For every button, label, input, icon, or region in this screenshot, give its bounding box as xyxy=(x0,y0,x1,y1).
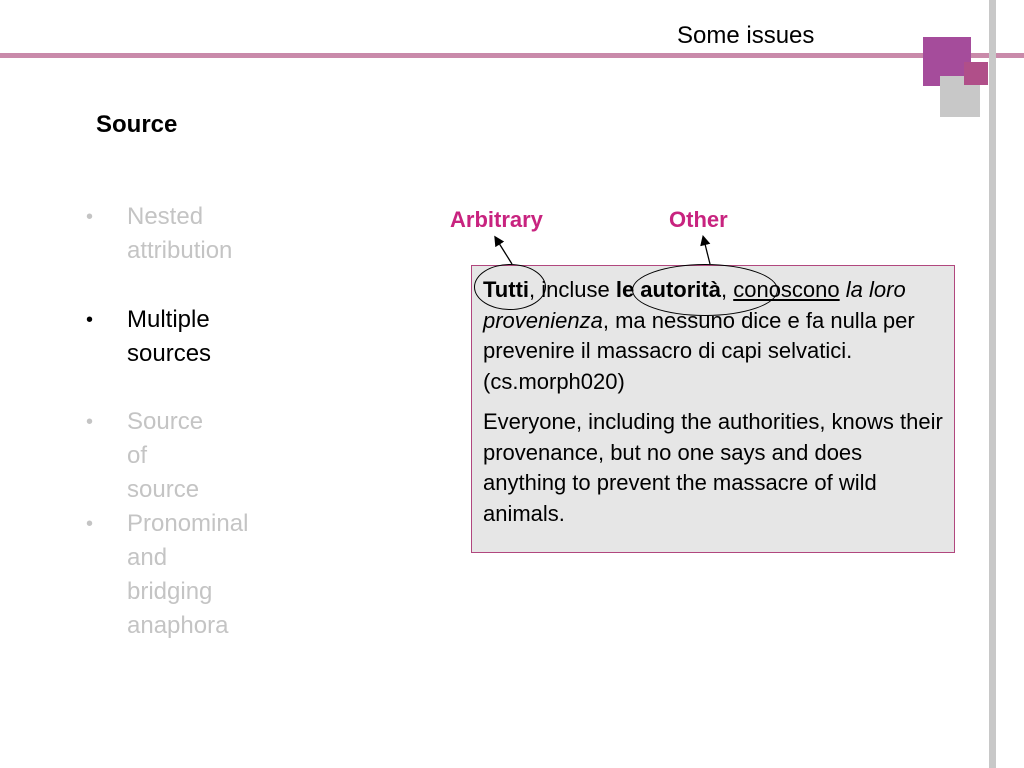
bullet-marker: • xyxy=(86,411,94,433)
arrow-arbitrary xyxy=(497,240,512,264)
label-arbitrary: Arbitrary xyxy=(450,207,543,232)
english-translation: Everyone, including the authorities, knows their provenance, but no one says and does anything to prevent the massacre of wild animals. xyxy=(483,409,943,526)
bullet-text: Source of source xyxy=(127,408,204,503)
circle-tutti xyxy=(474,264,546,310)
bullet-text: Multiple sources xyxy=(127,306,212,367)
bullet-text: Nested attribution xyxy=(127,203,233,264)
bullet-marker: • xyxy=(86,513,94,535)
slide-header: Some issues xyxy=(677,22,815,49)
word-conoscono: conoscono xyxy=(733,277,840,302)
word-tutti: Tutti xyxy=(483,277,530,302)
section-title: Source xyxy=(96,111,178,138)
label-other: Other xyxy=(669,207,728,232)
circle-le-autorita xyxy=(632,264,778,316)
phrase-la-loro-provenienza: la loro provenienza xyxy=(483,277,906,333)
arrow-other xyxy=(704,240,710,264)
bullet-marker: • xyxy=(86,309,94,331)
decor-square-magenta xyxy=(964,62,988,85)
bullet-marker: • xyxy=(86,206,94,228)
header-rule xyxy=(0,53,1024,58)
italian-sentence: Tutti, incluse le autorità, conoscono la loro provenienza, ma nessuno dice e fa nulla per prevenire il massacro di capi selvatici. (cs.morph020) xyxy=(483,277,915,394)
bullet-text: Pronominal and bridging anaphora xyxy=(127,510,249,639)
word-le-autorita: le autorità xyxy=(615,277,721,302)
side-rule xyxy=(989,0,996,768)
